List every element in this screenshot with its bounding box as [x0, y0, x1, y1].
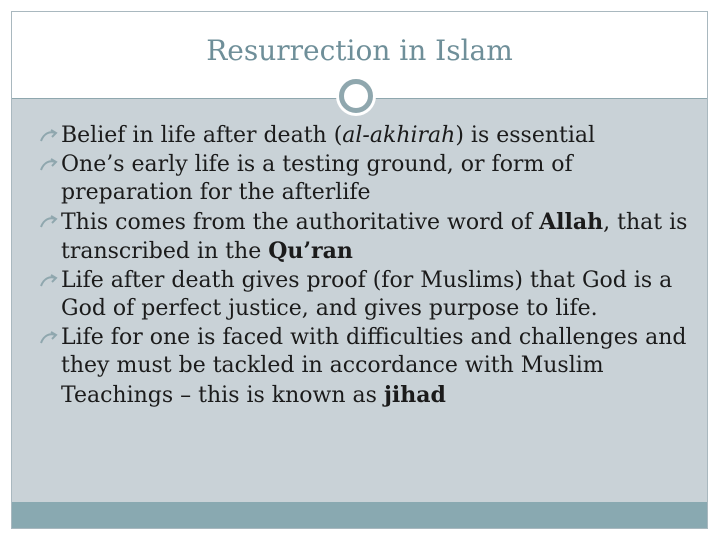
bullet-text-part: , that is transcribed in the [61, 209, 688, 264]
slide-frame [11, 11, 708, 529]
bullet-text-part: This comes from the authoritative word of [61, 209, 540, 235]
bullet-text-part: One’s early life is a testing ground, or form of preparation for the afterlife [61, 151, 573, 205]
bullet-text-bold: jihad [383, 381, 446, 408]
bullet-text-part: ) is essential [455, 123, 596, 148]
bullet-text-bold: Allah [539, 208, 604, 235]
bullet-text-part: Belief in life after death ( [61, 123, 343, 148]
bullet-text-bold: Qu’ran [268, 238, 353, 264]
bullet-text-part: Life for one is faced with difficulties and challenges and they must be tackled in accordance with Muslim Teachings – this is known as [61, 324, 687, 408]
slide-title: Resurrection in Islam [206, 34, 513, 67]
bullet-text-part: Life after death gives proof (for Muslims) that God is a God of perfect justice, and gives purpose to life. [61, 267, 673, 321]
bullet-text-italic: al-akhirah [342, 123, 456, 148]
